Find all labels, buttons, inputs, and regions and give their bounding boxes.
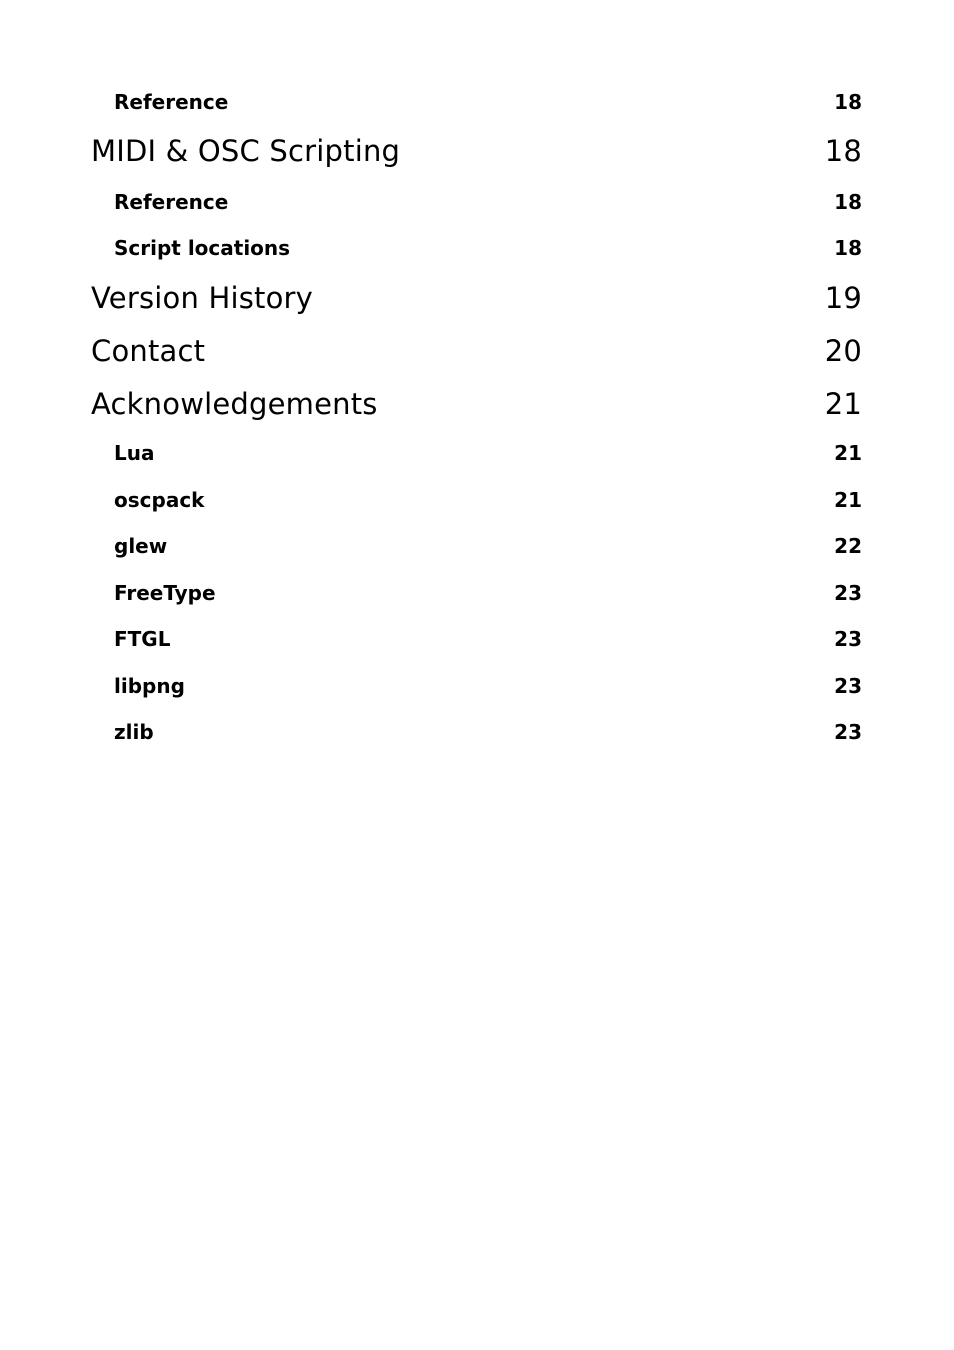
toc-entry-zlib[interactable]	[91, 720, 862, 744]
toc-entry-title: FreeType	[114, 581, 216, 605]
toc-entry-title: Script locations	[114, 236, 291, 260]
toc-section-page: 18	[824, 134, 862, 168]
toc-section-midi-osc-scripting[interactable]	[91, 134, 862, 168]
toc-entry-page: 21	[834, 488, 862, 512]
toc-section-title: MIDI & OSC Scripting	[91, 134, 401, 168]
toc-entry-page: 23	[834, 581, 862, 605]
toc-entry-glew[interactable]	[91, 534, 862, 558]
toc-entry-title: Reference	[114, 190, 229, 214]
toc-entry-page: 23	[834, 674, 862, 698]
toc-entry-reference[interactable]	[91, 90, 862, 114]
toc-entry-title: libpng	[114, 674, 185, 698]
toc-entry-page: 18	[834, 236, 862, 260]
toc-entry-page: 18	[834, 190, 862, 214]
toc-entry-title: oscpack	[114, 488, 205, 512]
toc-entry-title: zlib	[114, 720, 154, 744]
toc-section-title: Acknowledgements	[91, 387, 378, 421]
toc-entry-page: 23	[834, 720, 862, 744]
toc-entry-page: 21	[834, 441, 862, 465]
toc-entry-page: 22	[834, 534, 862, 558]
toc-section-contact[interactable]	[91, 334, 862, 368]
toc-entry-oscpack[interactable]	[91, 488, 862, 512]
toc-section-page: 20	[824, 334, 862, 368]
toc-section-page: 19	[824, 281, 862, 315]
toc-section-title: Version History	[91, 281, 314, 315]
toc-entry-page: 18	[834, 90, 862, 114]
toc-entry-title: Reference	[114, 90, 229, 114]
toc-entry-libpng[interactable]	[91, 674, 862, 698]
toc-entry-lua[interactable]	[91, 441, 862, 465]
toc-section-version-history[interactable]	[91, 281, 862, 315]
toc-entry-title: Lua	[114, 441, 155, 465]
toc-entry-freetype[interactable]	[91, 581, 862, 605]
toc-entry-title: glew	[114, 534, 168, 558]
toc-section-page: 21	[824, 387, 862, 421]
toc-entry-reference[interactable]	[91, 190, 862, 214]
toc-entry-page: 23	[834, 627, 862, 651]
toc-entry-ftgl[interactable]	[91, 627, 862, 651]
toc-section-acknowledgements[interactable]	[91, 387, 862, 421]
toc-entry-script-locations[interactable]	[91, 236, 862, 260]
toc-entry-title: FTGL	[114, 627, 171, 651]
toc-section-title: Contact	[91, 334, 206, 368]
